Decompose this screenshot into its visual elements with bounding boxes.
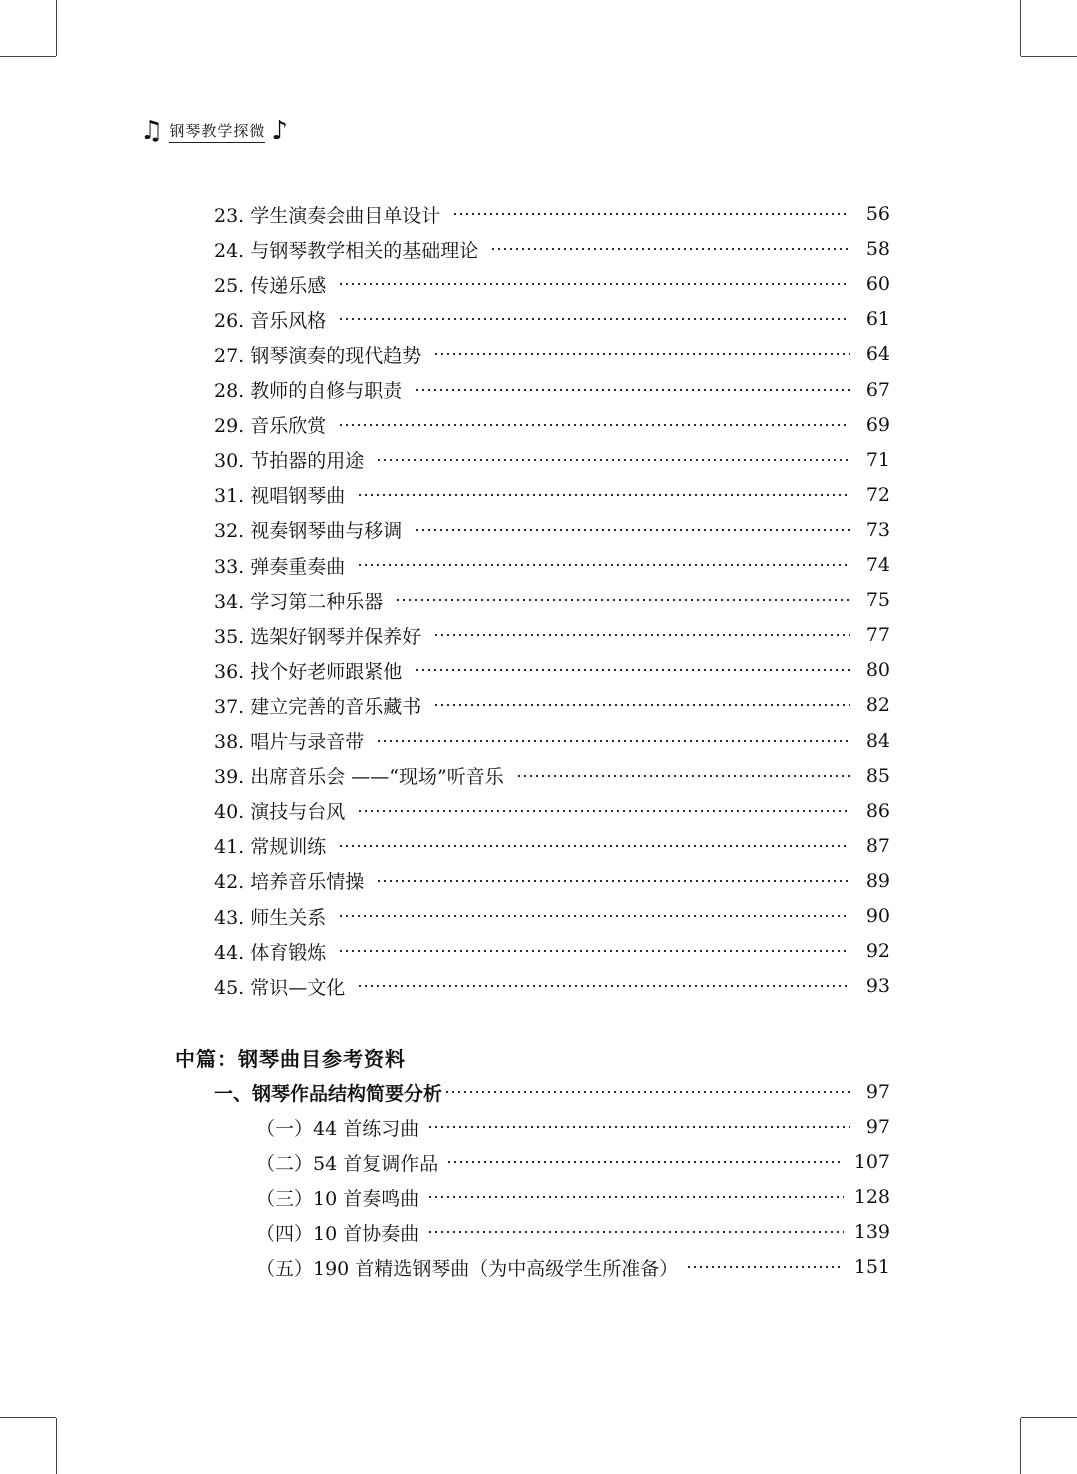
dot-leader <box>357 980 850 992</box>
toc-entry-label: 42. 培养音乐情操 <box>214 871 365 894</box>
toc-entry-row[interactable] <box>214 865 890 897</box>
dot-leader <box>414 384 850 396</box>
toc-entry-label: 27. 钢琴演奏的现代趋势 <box>214 344 422 367</box>
toc-page-number: 71 <box>865 448 890 471</box>
toc-entry-label: （三）10 首奏鸣曲 <box>256 1187 420 1210</box>
toc-page-number: 69 <box>865 413 890 436</box>
toc-entry-row[interactable] <box>214 900 890 932</box>
toc-subitem-row[interactable] <box>256 1216 890 1248</box>
toc-entry-row[interactable] <box>214 514 890 546</box>
toc-page-number: 60 <box>865 273 890 296</box>
toc-entry-row[interactable] <box>214 830 890 862</box>
toc-page-number: 128 <box>853 1186 890 1209</box>
toc-entry-label: 40. 演技与台风 <box>214 801 346 824</box>
toc-entry-label: 29. 音乐欣赏 <box>214 415 327 438</box>
toc-entry-label: 44. 体育锻炼 <box>214 941 327 964</box>
toc-page-number: 77 <box>865 624 890 647</box>
dot-leader <box>376 454 850 466</box>
toc-page-number: 97 <box>865 1081 890 1103</box>
toc-page-number: 73 <box>865 518 890 541</box>
dot-leader <box>452 208 850 220</box>
toc-entry-label: 28. 教师的自修与职责 <box>214 380 403 402</box>
toc-entry-label: 33. 弹奏重奏曲 <box>214 555 346 578</box>
toc-entry-label: 36. 找个好老师跟紧他 <box>214 660 403 683</box>
dot-leader <box>446 1156 844 1168</box>
toc-entry-row[interactable] <box>214 654 890 686</box>
toc-page-number: 74 <box>865 554 890 576</box>
crop-mark <box>0 1417 56 1418</box>
dot-leader <box>376 875 850 887</box>
dot-leader <box>338 313 850 325</box>
dot-leader <box>395 594 850 606</box>
eighth-note-icon: ♪ <box>271 116 288 146</box>
dot-leader <box>427 1121 850 1133</box>
toc-page-number: 89 <box>865 869 890 892</box>
toc-entry-label: 23. 学生演奏会曲目单设计 <box>214 204 441 227</box>
toc-page-number: 92 <box>865 940 890 963</box>
toc-page-number: 97 <box>865 1116 890 1138</box>
toc-entry-label: （一）44 首练习曲 <box>256 1117 420 1140</box>
toc-entry-row[interactable] <box>214 689 890 721</box>
dot-leader <box>357 805 850 817</box>
toc-page-number: 151 <box>853 1256 890 1279</box>
toc-subitem-row[interactable] <box>256 1111 890 1143</box>
toc-entry-label: 41. 常规训练 <box>214 836 327 859</box>
toc-page-number: 56 <box>865 203 890 225</box>
toc-entry-row[interactable] <box>214 584 890 616</box>
toc-entry-row[interactable] <box>214 795 890 827</box>
part-title: 中篇：钢琴曲目参考资料 <box>175 1047 406 1071</box>
toc-page-number: 107 <box>853 1151 890 1174</box>
running-head-title: 钢琴教学探微 <box>169 120 265 143</box>
crop-mark <box>0 56 56 57</box>
toc-entry-label: 35. 选架好钢琴并保养好 <box>214 625 422 648</box>
toc-subitem-row[interactable] <box>256 1181 890 1213</box>
dot-leader <box>338 278 850 290</box>
toc-section-row[interactable] <box>214 1076 890 1108</box>
dot-leader <box>414 664 850 676</box>
toc-entry-row[interactable] <box>214 268 890 300</box>
dot-leader <box>686 1261 843 1273</box>
toc-entry-row[interactable] <box>214 409 890 441</box>
toc-entry-row[interactable] <box>214 619 890 651</box>
toc-page-number: 67 <box>865 378 890 401</box>
dot-leader <box>338 910 850 922</box>
toc-subitem-row[interactable] <box>256 1251 890 1283</box>
toc-page-number: 139 <box>853 1221 890 1244</box>
toc-entry-row[interactable] <box>214 374 890 406</box>
toc-entry-label: （二）54 首复调作品 <box>256 1152 439 1175</box>
crop-mark <box>56 1418 57 1474</box>
crop-mark <box>1020 1418 1021 1474</box>
running-head <box>140 118 288 144</box>
toc-entry-row[interactable] <box>214 444 890 476</box>
toc-page-number: 80 <box>865 659 890 682</box>
toc-entry-row[interactable] <box>214 233 890 265</box>
toc-entry-row[interactable] <box>214 725 890 757</box>
toc-entry-label: 37. 建立完善的音乐藏书 <box>214 695 422 718</box>
toc-entry-label: 32. 视奏钢琴曲与移调 <box>214 520 403 543</box>
dot-leader <box>427 1226 844 1238</box>
toc-entry-label: 30. 节拍器的用途 <box>214 450 365 473</box>
toc-page-number: 86 <box>865 799 890 822</box>
toc-entry-row[interactable] <box>214 970 890 1002</box>
dot-leader <box>433 629 850 641</box>
toc-entry-row[interactable] <box>214 549 890 581</box>
dot-leader <box>427 1191 844 1203</box>
toc-section-label: 一、钢琴作品结构简要分析 <box>214 1082 443 1105</box>
dot-leader <box>444 1086 850 1098</box>
toc-entry-row[interactable] <box>214 935 890 967</box>
double-eighth-note-icon: ♫ <box>140 116 164 146</box>
dot-leader <box>516 770 850 782</box>
toc-page-number: 84 <box>865 729 890 752</box>
toc-page-number: 90 <box>865 905 890 927</box>
crop-mark <box>56 0 57 56</box>
toc-entry-label: 38. 唱片与录音带 <box>214 731 365 753</box>
dot-leader <box>338 840 850 852</box>
toc-entry-label: 24. 与钢琴教学相关的基础理论 <box>214 239 479 262</box>
toc-page-number: 93 <box>865 975 890 998</box>
toc-entry-row[interactable] <box>214 760 890 792</box>
toc-entry-label: 26. 音乐风格 <box>214 309 327 332</box>
crop-mark <box>1021 1417 1077 1418</box>
dot-leader <box>376 735 850 747</box>
toc-page-number: 58 <box>865 238 890 261</box>
toc-entry-label: 43. 师生关系 <box>214 906 327 929</box>
toc-entry-row[interactable] <box>214 198 890 230</box>
toc-page-number: 64 <box>865 343 890 366</box>
toc-page-number: 87 <box>865 834 890 857</box>
toc-entry-label: 31. 视唱钢琴曲 <box>214 485 346 508</box>
toc-page-number: 75 <box>865 589 890 612</box>
toc-entry-row[interactable] <box>214 303 890 335</box>
toc-page-number: 85 <box>865 764 890 787</box>
toc-page-number: 82 <box>865 694 890 717</box>
dot-leader <box>357 559 850 571</box>
crop-mark <box>1021 56 1077 57</box>
dot-leader <box>338 945 850 957</box>
toc-entry-row[interactable] <box>214 479 890 511</box>
toc-page-number: 61 <box>865 308 890 331</box>
toc-entry-label: 39. 出席音乐会 ——“现场”听音乐 <box>214 766 504 789</box>
dot-leader <box>338 419 850 431</box>
toc-page-number: 72 <box>865 483 890 506</box>
dot-leader <box>490 243 850 255</box>
toc-entry-label: 25. 传递乐感 <box>214 274 327 297</box>
toc-entry-label: （五）190 首精选钢琴曲（为中高级学生所准备） <box>256 1257 679 1280</box>
toc-entry-row[interactable] <box>214 338 890 370</box>
toc-entry-label: 34. 学习第二种乐器 <box>214 590 384 613</box>
toc-entry-label: 45. 常识—文化 <box>214 976 346 999</box>
dot-leader <box>414 524 850 536</box>
dot-leader <box>433 348 850 360</box>
toc-entry-label: （四）10 首协奏曲 <box>256 1222 420 1245</box>
crop-mark <box>1020 0 1021 56</box>
toc-subitem-row[interactable] <box>256 1146 890 1178</box>
dot-leader <box>433 699 850 711</box>
dot-leader <box>357 489 850 501</box>
